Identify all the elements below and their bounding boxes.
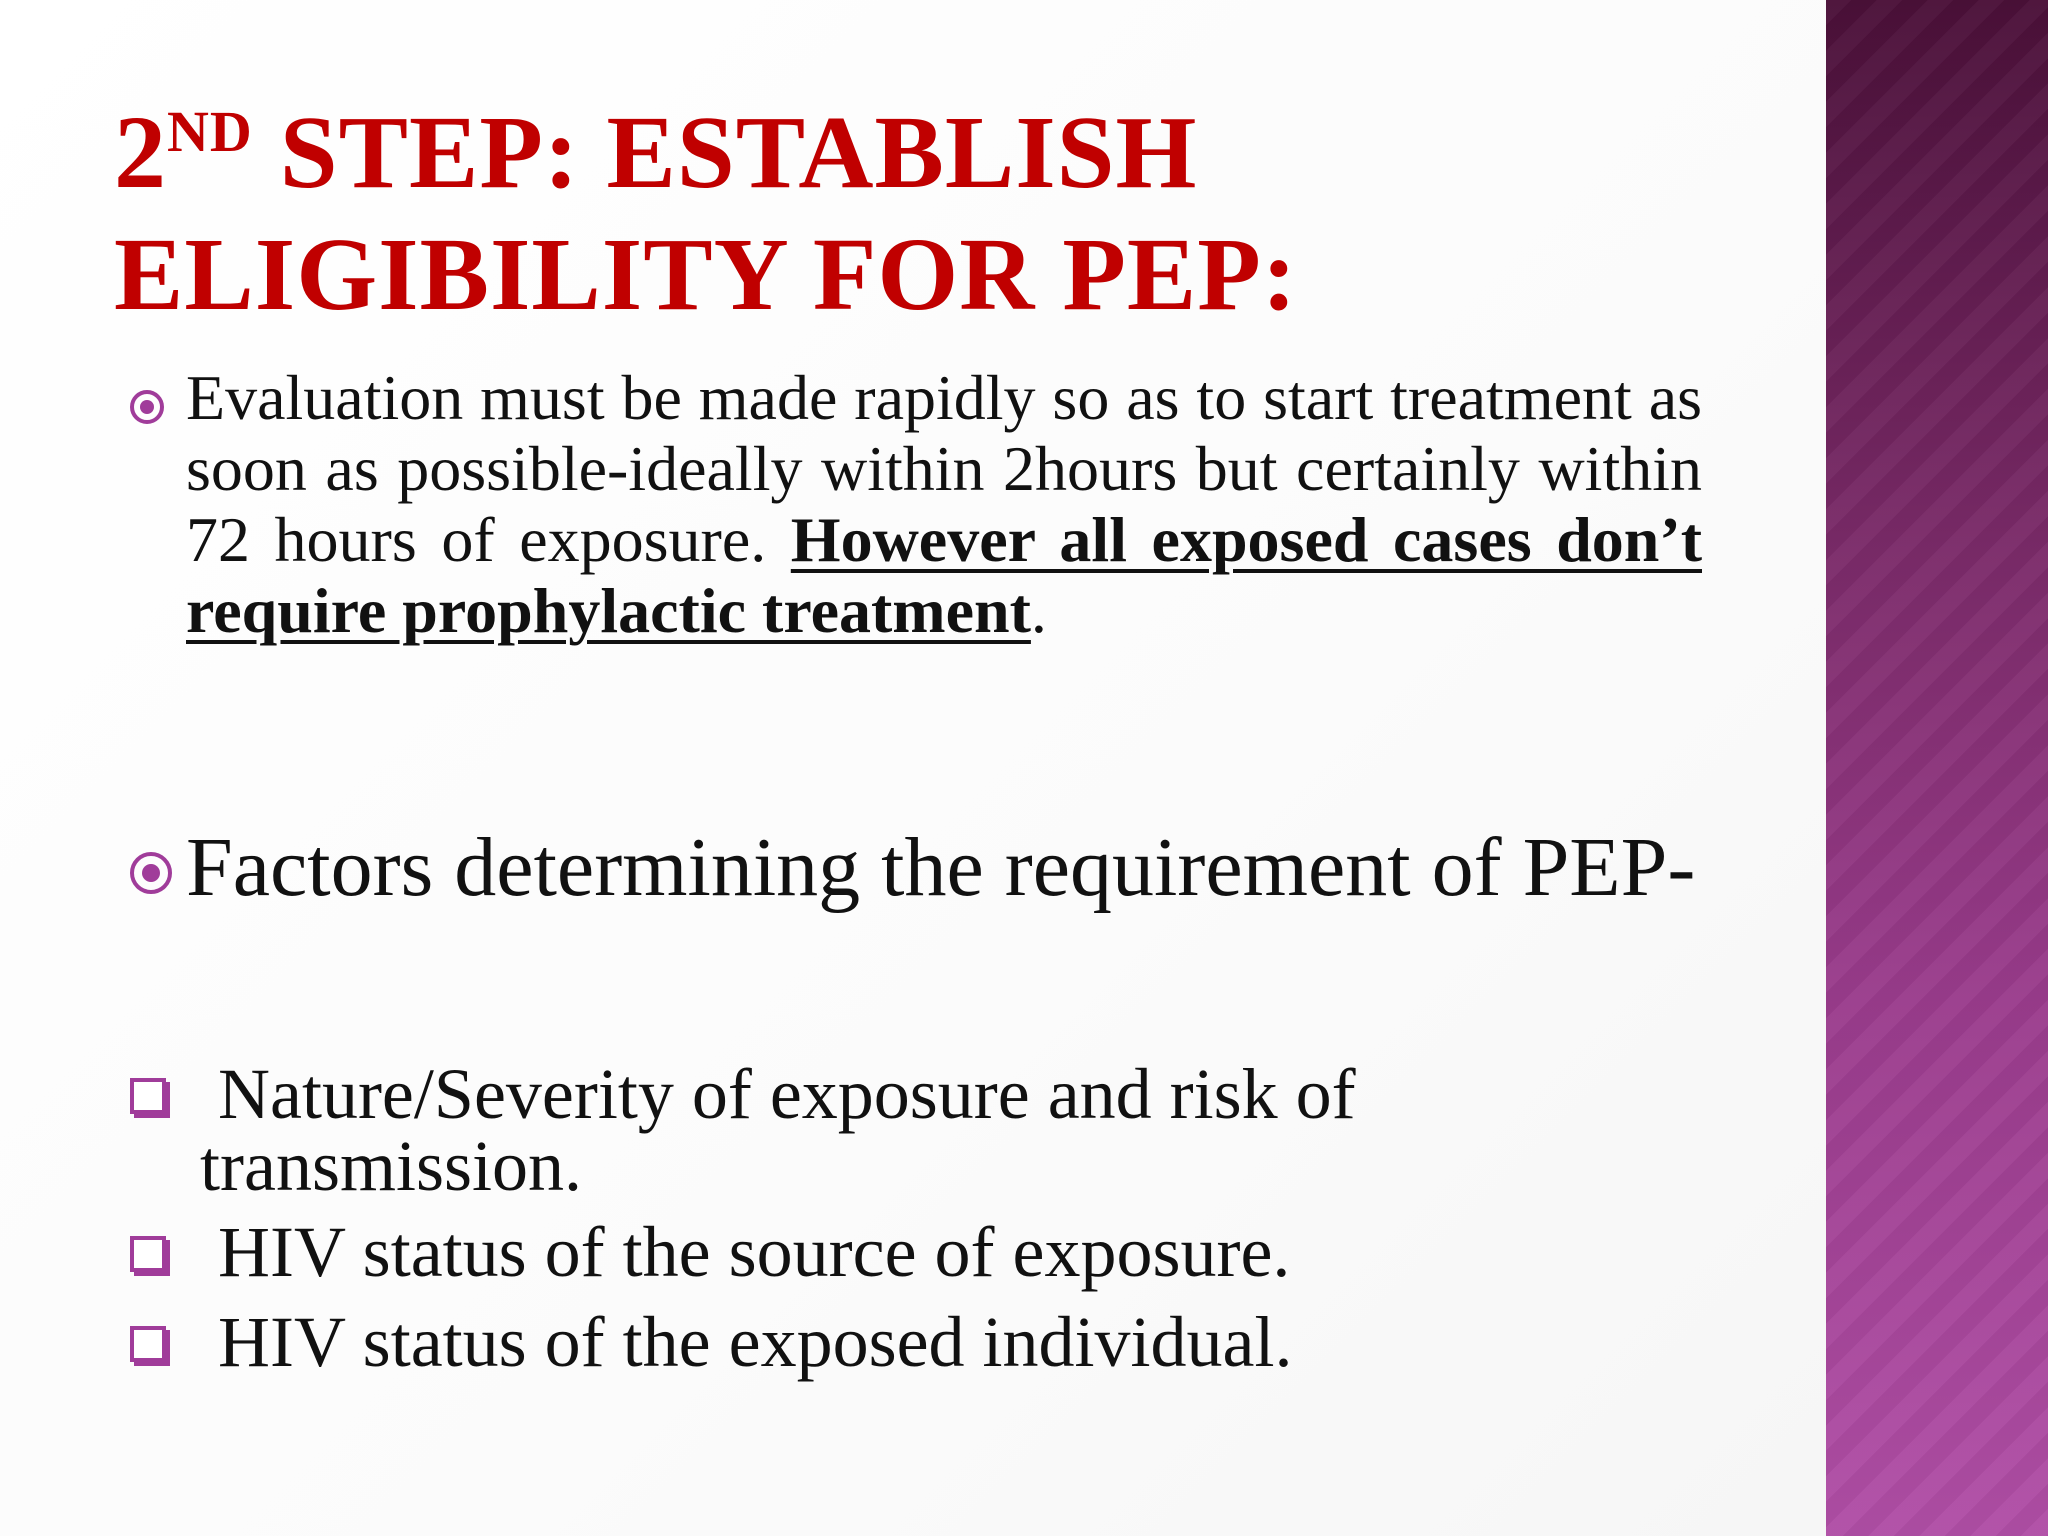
sub-bullet-nature-line2: transmission. xyxy=(200,1126,583,1206)
slide-title xyxy=(114,92,1754,336)
sub-bullet-nature-line1: Nature/Severity of exposure and risk of xyxy=(218,1054,1356,1134)
decorative-side-band xyxy=(1826,0,2048,1536)
title-line2: ELIGIBILITY FOR PEP: xyxy=(114,217,1298,332)
circle-bullet-icon xyxy=(130,852,172,894)
bullet-evaluation-text: Evaluation must be made rapidly so as to start treatment as soon as possible-ideally within 2hours but certainly within 72 hours of exposure. xyxy=(186,362,1702,575)
bullet-evaluation-period: . xyxy=(1030,575,1047,646)
bullet-evaluation-emphasis: However all exposed cases don’t require prophylactic treatment xyxy=(186,504,1702,646)
sub-bullet-exposed-status: HIV status of the exposed individual. xyxy=(218,1302,1293,1382)
checkbox-square-icon xyxy=(130,1326,166,1362)
title-ordinal-suffix: ND xyxy=(167,99,253,165)
checkbox-square-icon xyxy=(130,1078,166,1114)
bullet-evaluation xyxy=(186,362,1702,646)
circle-bullet-icon xyxy=(130,390,164,424)
bullet-factors: Factors determining the requirement of PEP- xyxy=(186,821,1696,914)
sub-bullet-nature xyxy=(200,1054,1578,1206)
sub-bullet-source-status: HIV status of the source of exposure. xyxy=(218,1212,1291,1292)
title-step-number: 2 xyxy=(114,95,167,210)
title-line1: STEP: ESTABLISH xyxy=(252,95,1198,210)
checkbox-square-icon xyxy=(130,1236,166,1272)
